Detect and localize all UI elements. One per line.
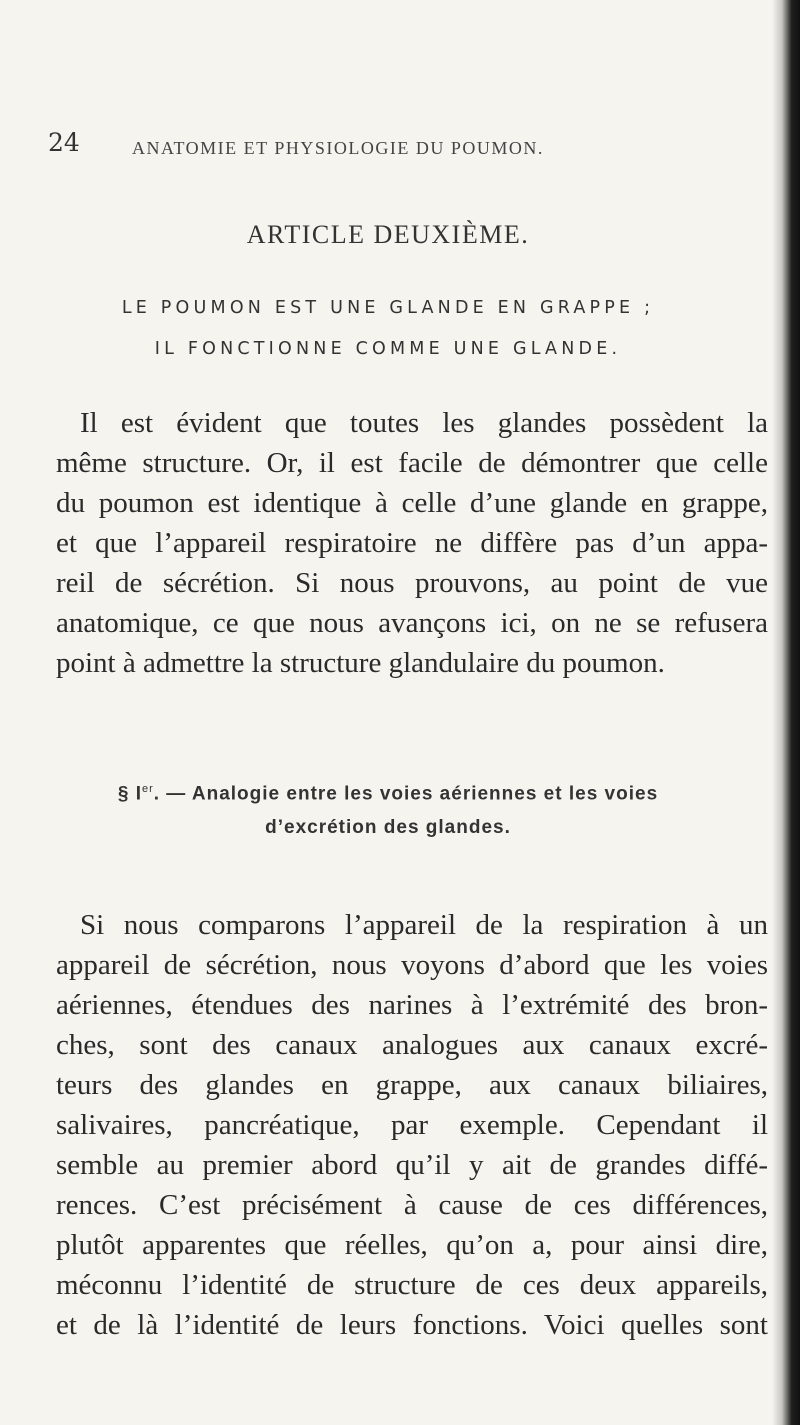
text-line: même structure. Or, il est facile de démontrer que celle <box>56 447 768 479</box>
text-line: plutôt apparentes que réelles, qu’on a, pour ainsi dire, <box>56 1229 768 1261</box>
text-line: ches, sont des canaux analogues aux canaux excré- <box>56 1029 768 1061</box>
running-title: ANATOMIE ET PHYSIOLOGIE DU POUMON. <box>132 138 544 158</box>
page-number: 24 <box>48 128 80 157</box>
text-line: reil de sécrétion. Si nous prouvons, au point de vue <box>56 567 768 599</box>
section-ordinal-sup: er <box>141 783 154 795</box>
section-heading-line-2: d’excrétion des glandes. <box>265 817 511 838</box>
text-line: méconnu l’identité de structure de ces deux appareils, <box>56 1269 768 1301</box>
binding-shadow <box>772 0 800 1425</box>
text-line: teurs des glandes en grappe, aux canaux biliaires, <box>56 1069 768 1101</box>
section-symbol: § I <box>117 783 142 805</box>
article-subtitle-line-2: IL FONCTIONNE COMME UNE GLANDE. <box>154 339 622 359</box>
text-line: point à admettre la structure glandulaire du poumon. <box>56 647 665 679</box>
text-line: du poumon est identique à celle d’une glande en grappe, <box>56 487 768 519</box>
running-head <box>48 128 768 168</box>
text-line: semble au premier abord qu’il y ait de grandes diffé- <box>56 1149 768 1181</box>
text-line: appareil de sécrétion, nous voyons d’abord que les voies <box>56 949 768 981</box>
section-heading-line-1 <box>0 783 776 805</box>
text-line: salivaires, pancréatique, par exemple. Cependant il <box>56 1109 768 1141</box>
article-subtitle-line-1: LE POUMON EST UNE GLANDE EN GRAPPE ; <box>121 298 655 318</box>
text-line: Si nous comparons l’appareil de la respiration à un <box>80 909 768 941</box>
text-line: Il est évident que toutes les glandes possèdent la <box>80 407 768 439</box>
paragraph-1 <box>56 403 768 683</box>
text-line: aériennes, étendues des narines à l’extrémité des bron- <box>56 989 768 1021</box>
paragraph-2 <box>56 905 768 1345</box>
text-line: anatomique, ce que nous avançons ici, on ne se refusera <box>56 607 768 639</box>
section-heading-text: . — Analogie entre les voies aériennes et les voies <box>153 783 659 805</box>
article-title: ARTICLE DEUXIÈME. <box>246 220 530 249</box>
text-line: rences. C’est précisément à cause de ces différences, <box>56 1189 768 1221</box>
text-line: et de là l’identité de leurs fonctions. Voici quelles sont <box>56 1309 768 1341</box>
text-line: et que l’appareil respiratoire ne diffère pas d’un appa- <box>56 527 768 559</box>
